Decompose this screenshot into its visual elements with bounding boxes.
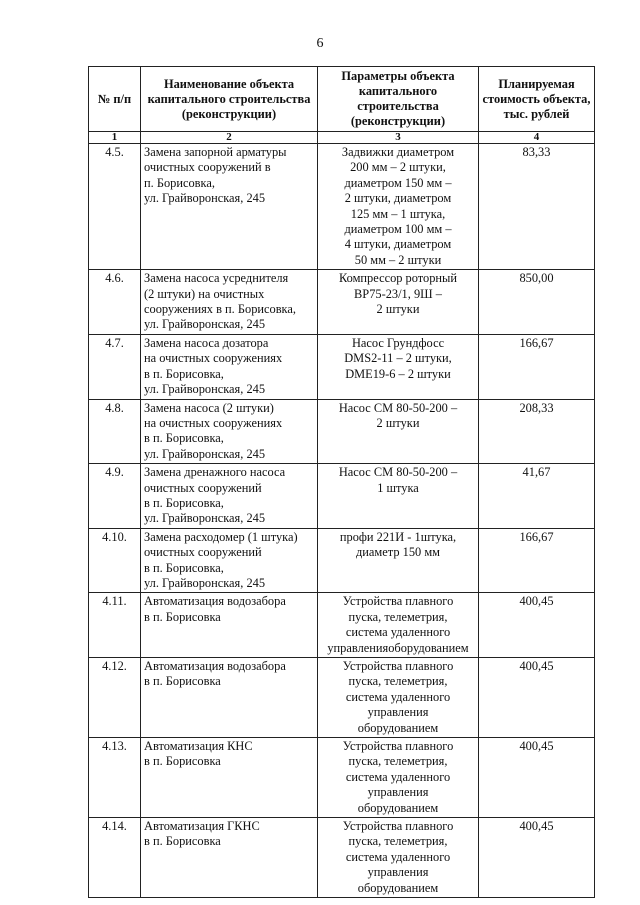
column-number: 2: [141, 132, 318, 144]
row-number: 4.14.: [89, 818, 141, 898]
object-name: Замена насоса усреднителя (2 штуки) на очистных сооружениях в п. Борисовка, ул. Грайворонская, 245: [141, 270, 318, 335]
planned-cost: 400,45: [479, 593, 595, 658]
object-name: Автоматизация КНС в п. Борисовка: [141, 738, 318, 818]
object-name: Автоматизация водозабора в п. Борисовка: [141, 593, 318, 658]
object-name: Замена дренажного насоса очистных сооружений в п. Борисовка, ул. Грайворонская, 245: [141, 464, 318, 529]
object-name: Замена расходомер (1 штука) очистных сооружений в п. Борисовка, ул. Грайворонская, 245: [141, 528, 318, 593]
column-number: 4: [479, 132, 595, 144]
row-number: 4.8.: [89, 399, 141, 464]
row-number: 4.13.: [89, 738, 141, 818]
planned-cost: 208,33: [479, 399, 595, 464]
table-row: [89, 658, 595, 738]
table-row: [89, 528, 595, 593]
object-name: Замена насоса (2 штуки) на очистных сооружениях в п. Борисовка, ул. Грайворонская, 245: [141, 399, 318, 464]
capital-objects-table: [88, 66, 595, 898]
planned-cost: 83,33: [479, 144, 595, 270]
table-row: [89, 818, 595, 898]
object-params: Устройства плавного пуска, телеметрия, система удаленного управленияоборудованием: [318, 593, 479, 658]
object-params: Насос СМ 80-50-200 – 1 штука: [318, 464, 479, 529]
planned-cost: 41,67: [479, 464, 595, 529]
header-object-name: Наименование объекта капитального строительства (реконструкции): [141, 67, 318, 132]
page-number: 6: [316, 36, 324, 51]
table-row: [89, 738, 595, 818]
table-row: [89, 399, 595, 464]
object-params: Компрессор роторный ВР75-23/1, 9Ш – 2 штуки: [318, 270, 479, 335]
object-params: Насос СМ 80-50-200 – 2 штуки: [318, 399, 479, 464]
table-row: [89, 334, 595, 399]
column-number: 3: [318, 132, 479, 144]
header-object-params: Параметры объекта капитального строительства (реконструкции): [318, 67, 479, 132]
header-number: № п/п: [89, 67, 141, 132]
planned-cost: 166,67: [479, 334, 595, 399]
header-planned-cost: Планируемая стоимость объекта, тыс. рублей: [479, 67, 595, 132]
row-number: 4.7.: [89, 334, 141, 399]
object-params: Насос Грундфосс DMS2-11 – 2 штуки, DME19-6 – 2 штуки: [318, 334, 479, 399]
object-name: Автоматизация водозабора в п. Борисовка: [141, 658, 318, 738]
object-name: Автоматизация ГКНС в п. Борисовка: [141, 818, 318, 898]
object-params: Устройства плавного пуска, телеметрия, система удаленного управления оборудованием: [318, 738, 479, 818]
planned-cost: 166,67: [479, 528, 595, 593]
row-number: 4.10.: [89, 528, 141, 593]
column-number-row: [89, 132, 595, 144]
object-name: Замена запорной арматуры очистных сооружений в п. Борисовка, ул. Грайворонская, 245: [141, 144, 318, 270]
table-row: [89, 144, 595, 270]
planned-cost: 400,45: [479, 738, 595, 818]
object-params: Задвижки диаметром 200 мм – 2 штуки, диаметром 150 мм – 2 штуки, диаметром 125 мм – 1 штука, диаметром 100 мм – 4 штуки, диаметром 50 мм – 2 штуки: [318, 144, 479, 270]
object-params: Устройства плавного пуска, телеметрия, система удаленного управления оборудованием: [318, 818, 479, 898]
table-row: [89, 270, 595, 335]
table-row: [89, 593, 595, 658]
column-number: 1: [89, 132, 141, 144]
object-params: профи 221И - 1штука, диаметр 150 мм: [318, 528, 479, 593]
row-number: 4.9.: [89, 464, 141, 529]
header-row: [89, 67, 595, 132]
planned-cost: 400,45: [479, 658, 595, 738]
row-number: 4.11.: [89, 593, 141, 658]
table-row: [89, 464, 595, 529]
planned-cost: 400,45: [479, 818, 595, 898]
row-number: 4.6.: [89, 270, 141, 335]
row-number: 4.12.: [89, 658, 141, 738]
object-name: Замена насоса дозатора на очистных сооружениях в п. Борисовка, ул. Грайворонская, 245: [141, 334, 318, 399]
planned-cost: 850,00: [479, 270, 595, 335]
row-number: 4.5.: [89, 144, 141, 270]
object-params: Устройства плавного пуска, телеметрия, система удаленного управления оборудованием: [318, 658, 479, 738]
